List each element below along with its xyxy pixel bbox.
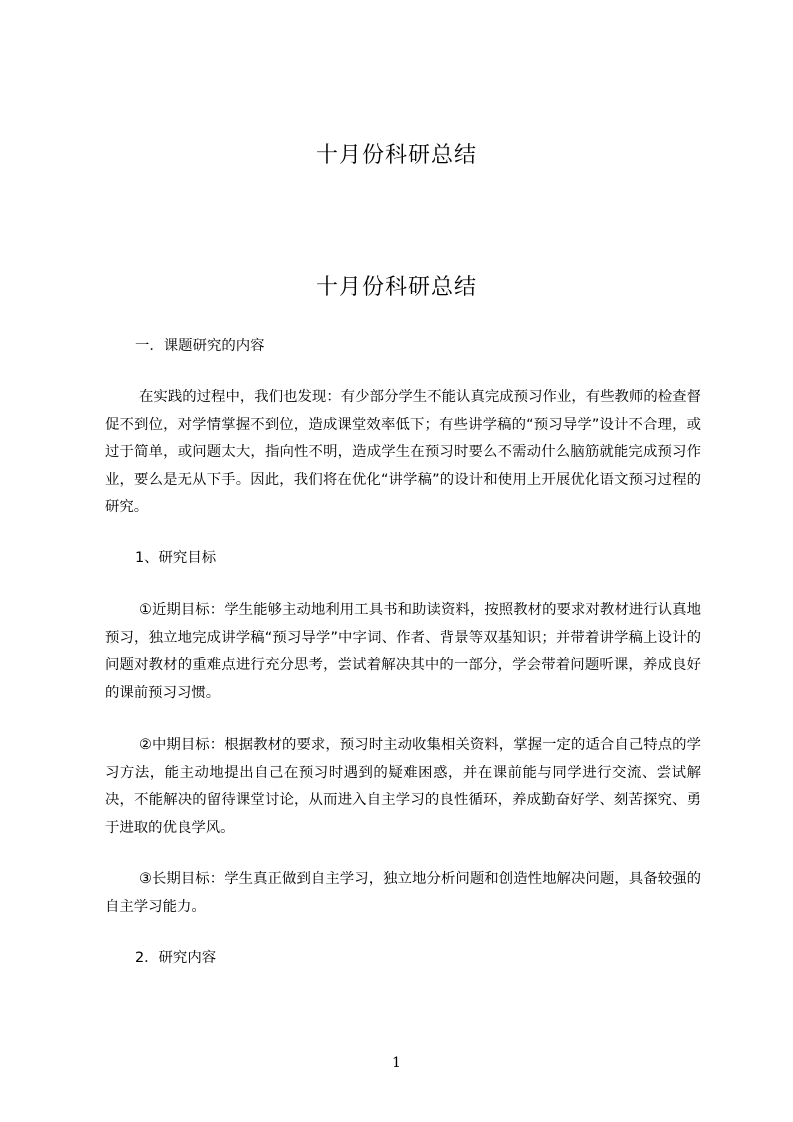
intro-paragraph: 在实践的过程中，我们也发现：有少部分学生不能认真完成预习作业，有些教师的检查督促不到位，对学情掌握不到位，造成课堂效率低下；有些讲学稿的“预习导学”设计不合理，或过于简单，或问题太大，指向性不明，造成学生在预习时要么不需动什么脑筋就能完成预习作业，要么是无从下手。因此，我们将在优化“讲学稿”的设计和使用上开展优化语文预习过程的研究。 bbox=[105, 389, 701, 515]
goal-short-term-paragraph: ①近期目标：学生能够主动地利用工具书和助读资料，按照教材的要求对教材进行认真地预习，独立地完成讲学稿“预习导学”中字词、作者、背景等双基知识；并带着讲学稿上设计的问题对教材的重难点进行充分思考，尝试着解决其中的一部分，学会带着问题听课，养成良好的课前预习习惯。 bbox=[105, 602, 701, 701]
subheading-research-content: 2．研究内容 bbox=[135, 950, 217, 966]
header-title: 十月份科研总结 bbox=[315, 143, 477, 168]
goal-mid-term-paragraph: ②中期目标：根据教材的要求，预习时主动收集相关资料，掌握一定的适合自己特点的学习方法，能主动地提出自己在预习时遇到的疑难困惑，并在课前能与同学进行交流、尝试解决，不能解决的留待课堂讨论，从而进入自主学习的良性循环，养成勤奋好学、刻苦探究、勇于进取的优良学风。 bbox=[105, 737, 701, 836]
page-title: 十月份科研总结 bbox=[315, 275, 477, 300]
section-heading-research-content: 一．课题研究的内容 bbox=[135, 338, 265, 354]
goal-long-term-paragraph: ③长期目标：学生真正做到自主学习，独立地分析问题和创造性地解决问题，具备较强的自主学习能力。 bbox=[105, 871, 701, 915]
page-number: 1 bbox=[392, 1055, 401, 1071]
subheading-research-goals: 1、研究目标 bbox=[135, 550, 217, 566]
